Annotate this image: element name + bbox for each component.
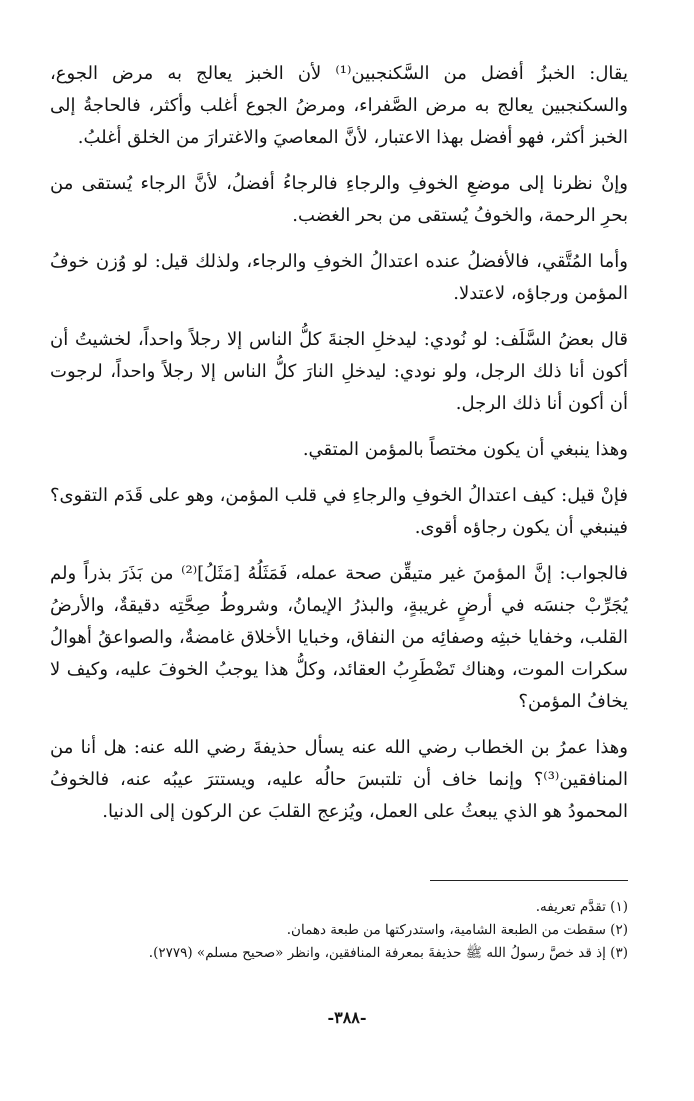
main-text (50, 58, 628, 842)
paragraph-5: وهذا ينبغي أن يكون مختصاً بالمؤمن المتقي. (302, 439, 628, 460)
paragraph-6: فإنْ قيل: كيف اعتدالُ الخوفِ والرجاءِ في قلب المؤمن، وهو على قَدَم التقوى؟ فينبغي أن يكون رجاؤه أقوى. (50, 485, 628, 538)
footnote-divider (430, 880, 628, 881)
footnote-3: (٣) إذ قد خصَّ رسولُ الله ﷺ حذيفةَ بمعرفة المنافقين، وانظر «صحيح مسلم» (٢٧٧٩). (148, 945, 628, 961)
page-number: -٣٨٨- (327, 1008, 367, 1027)
footnote-2: (٢) سقطت من الطبعة الشامية، واستدركتها من طبعة دهمان. (286, 922, 628, 938)
paragraph-4: قال بعضُ السَّلَف: لو نُودي: ليدخلِ الجنةَ كلُّ الناس إلا رجلاً واحداً، لخشيتُ أن أكون أنا ذلك الرجل، ولو نودي: ليدخلِ النارَ كلُّ الناس إلا رجلاً واحداً، لرجوت أن أكون أنا ذلك الرجل. (50, 329, 628, 414)
paragraph-3: وأما المُتَّقي، فالأفضلُ عنده اعتدالُ الخوفِ والرجاء، ولذلك قيل: لو وُزن خوفُ المؤمن ورجاؤه، لاعتدلا. (50, 251, 628, 304)
paragraph-1: يقال: الخبزُ أفضل من السَّكنجبين⁽¹⁾ لأن الخبز يعالج به مرض الجوع، والسكنجبين يعالج به مرض الصَّفراء، ومرضُ الجوع أغلب وأكثر، فالحاجةُ إلى الخبز أكثر، فهو أفضل بهذا الاعتبار، لأنَّ المعاصيَ والاغترارَ من الخلق أغلبُ. (50, 63, 629, 148)
paragraph-2: وإنْ نظرنا إلى موضعِ الخوفِ والرجاءِ فالرجاءُ أفضلُ، لأنَّ الرجاء يُستقى من بحرِ الرحمة، والخوفُ يُستقى من بحر الغضب. (50, 173, 628, 226)
paragraph-8: وهذا عمرُ بن الخطاب رضي الله عنه يسأل حذيفةَ رضي الله عنه: هل أنا من المنافقين⁽³⁾؟ وإنما خاف أن تلتبسَ حالُه عليه، ويستترَ عيبُه عنه، فالخوفُ المحمودُ هو الذي يبعثُ على العمل، ويُزعج القلبَ عن الركون إلى الدنيا. (50, 737, 628, 822)
footnote-1: (١) تقدَّم تعريفه. (535, 899, 628, 915)
paragraph-7: فالجواب: إنَّ المؤمنَ غير متيقِّن صحة عمله، فَمَثَلُهُ [مَثَلُ]⁽²⁾ من بَذَرَ بذراً ولم يُجَرِّبْ جنسَه في أرضٍ غريبةٍ، والبذرُ الإيمانُ، وشروطُ صِحَّتِه دقيقةٌ، والأرضُ القلب، وخفايا خبثِه وصفائِه من النفاق، وخبايا الأخلاق غامضةٌ، والصواعقُ أهوالُ سكرات الموت، وهناك تَضْطَرِبُ العقائد، وكلُّ هذا يوجبُ الخوفَ عليه، وكيف لا يخافُ المؤمن؟ (50, 563, 628, 712)
footnotes (60, 896, 628, 965)
